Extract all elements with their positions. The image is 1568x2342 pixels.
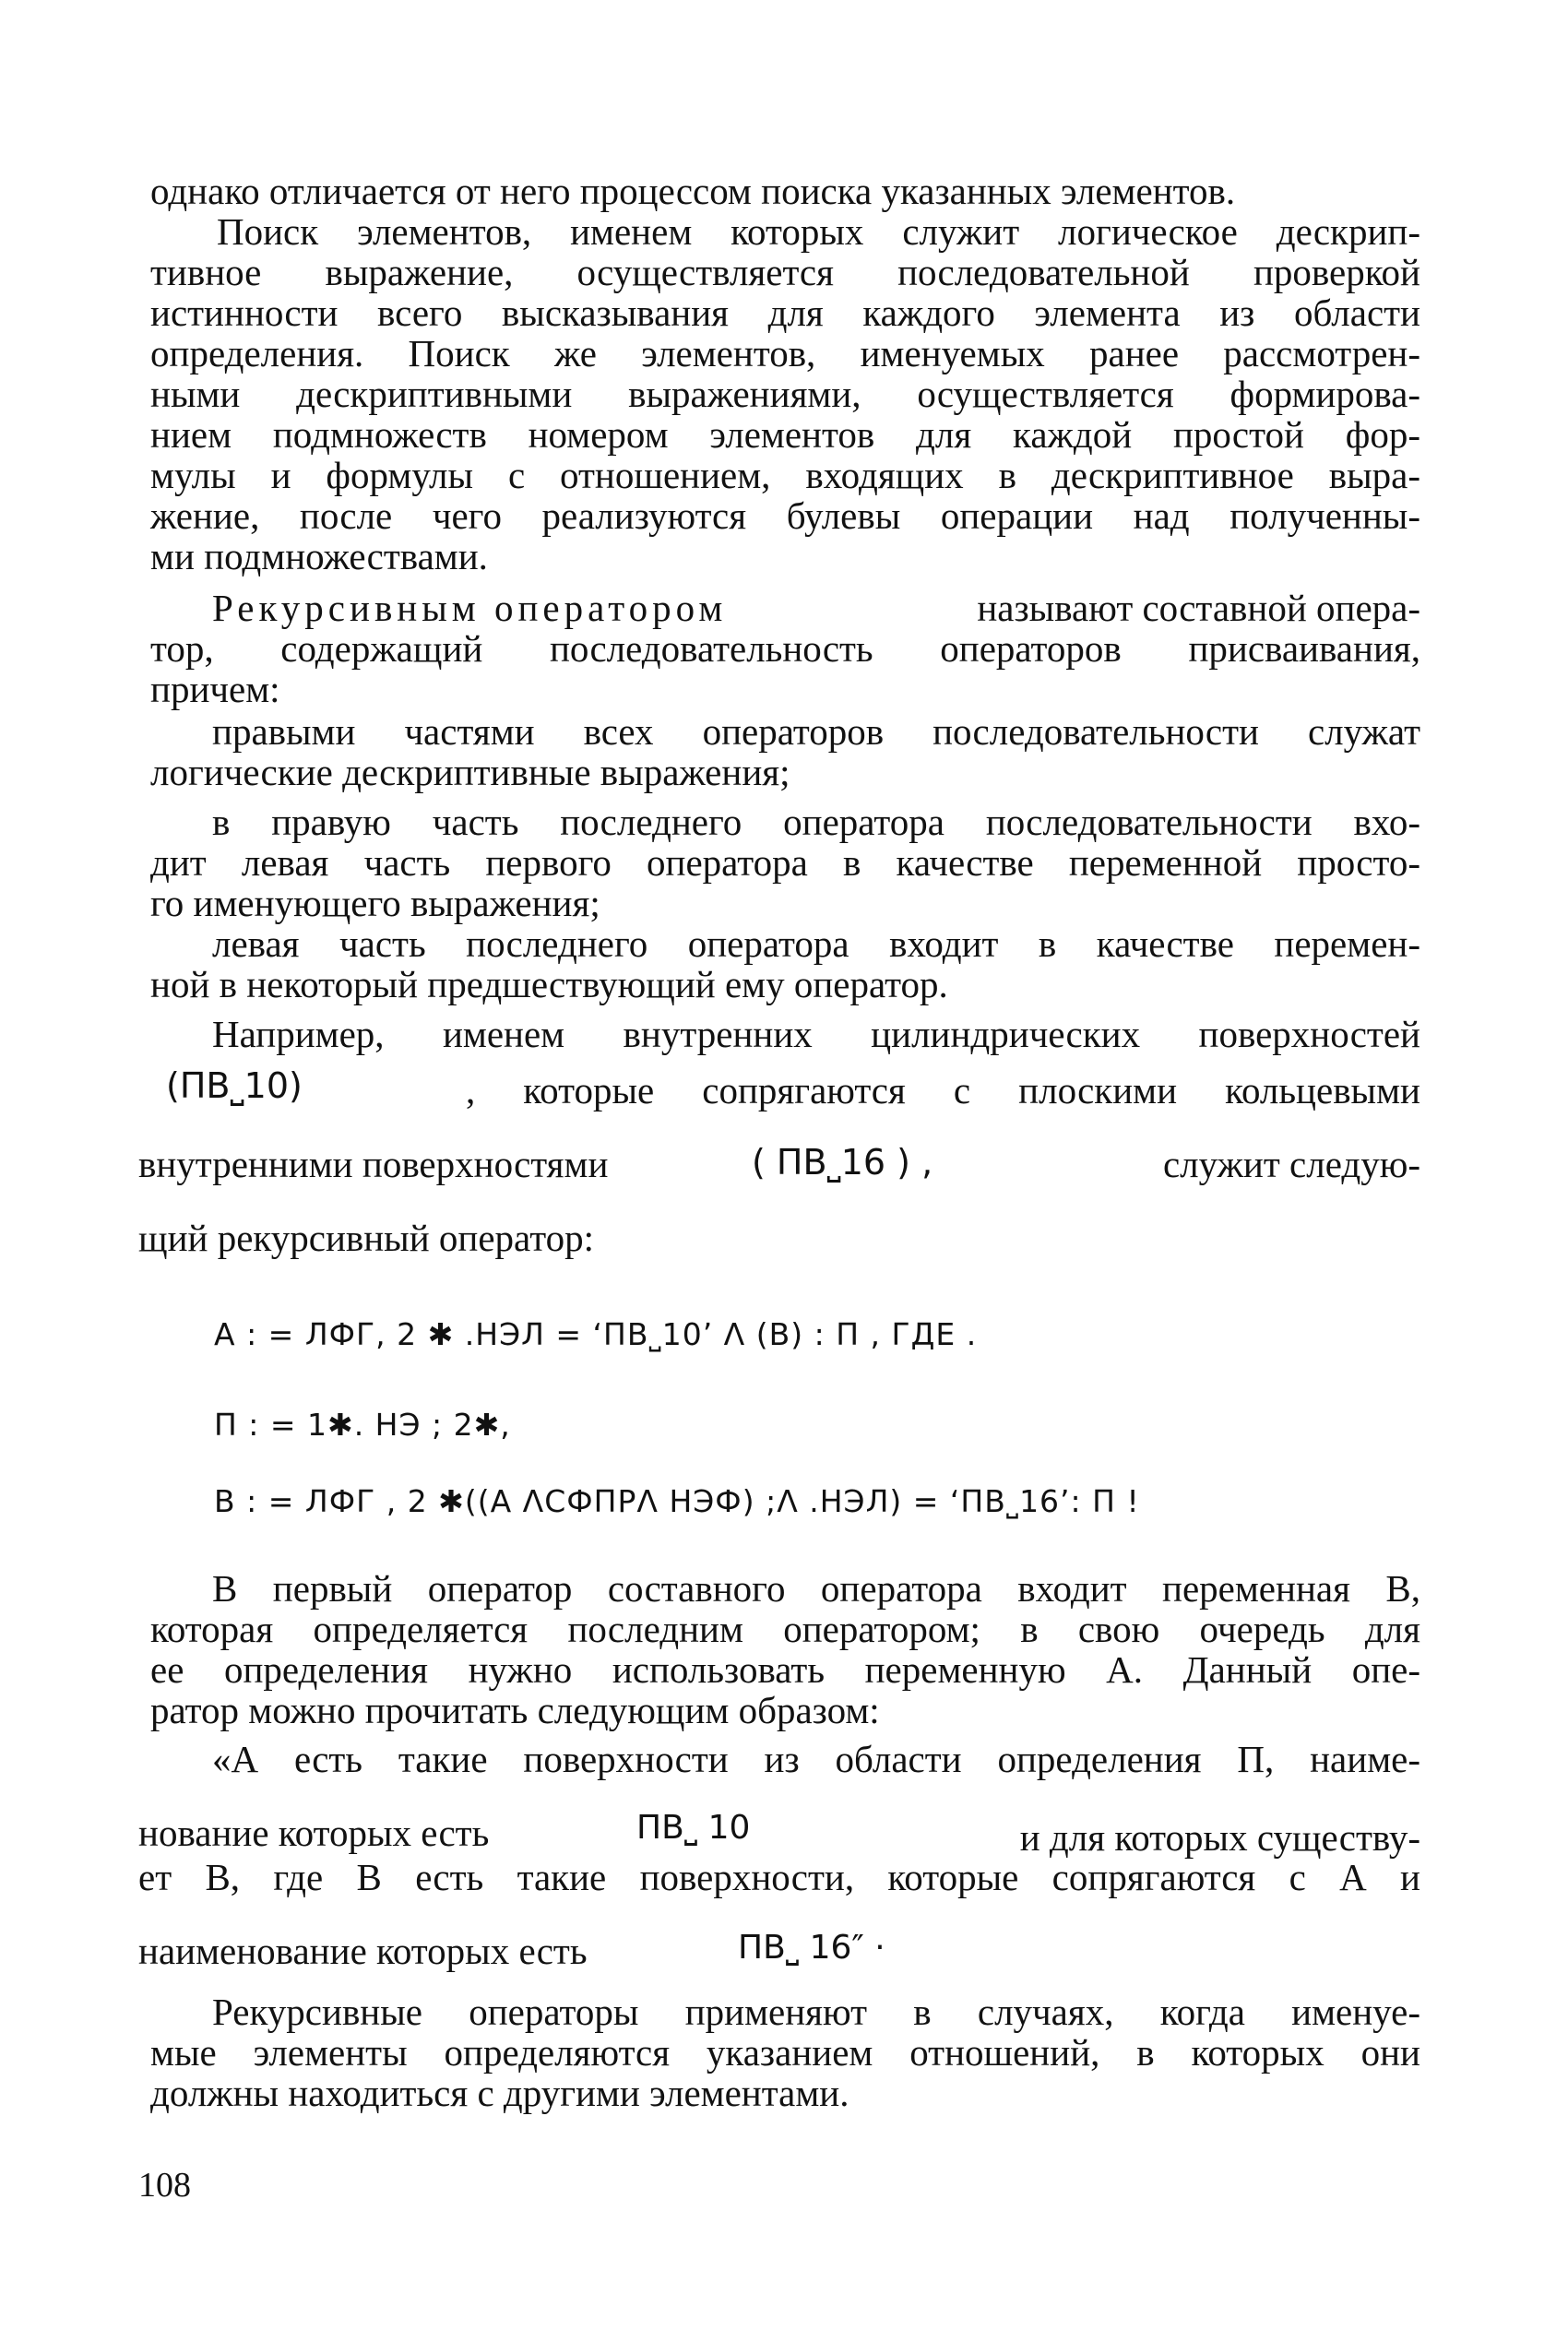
text-line: ными дескриптивными выражениями, осуществляется формирова-: [150, 373, 1420, 415]
text-line: щий рекурсивный оператор:: [138, 1217, 594, 1259]
text-line: нование которых есть: [138, 1812, 490, 1854]
text-line: «А есть такие поверхности из области определения П, наиме-: [212, 1738, 1420, 1780]
text-line: Поиск элементов, именем которых служит логическое дескрип-: [217, 210, 1420, 253]
text-line: ее определения нужно использовать переменную А. Данный опе-: [150, 1648, 1420, 1691]
text-line: го именующего выражения;: [150, 882, 600, 924]
operator-line: В : = ЛФГ , 2 ✱((А ΛСФПРΛ НЭФ) ;Λ .НЭЛ) = ‘ПВ⎵16’: П !: [214, 1483, 1140, 1519]
operator-line: А : = ЛФГ, 2 ✱ .НЭЛ = ‘ПВ⎵10’ Λ (В) : П , ГДЕ .: [214, 1316, 978, 1352]
text-line: внутренними поверхностями: [138, 1143, 609, 1185]
text-line: однако отличается от него процессом поиска указанных элементов.: [150, 170, 1236, 212]
page-number: 108: [138, 2166, 191, 2205]
text-line: и для которых существу-: [1019, 1816, 1420, 1859]
text-line: ет В, где В есть такие поверхности, которые сопрягаются с А и: [138, 1856, 1420, 1898]
text-line: В первый оператор составного оператора входит переменная В,: [212, 1567, 1420, 1610]
text-line: логические дескриптивные выражения;: [150, 751, 790, 793]
text-line: наименование которых есть: [138, 1930, 588, 1972]
code-term: ПВ⎵ 16″ ·: [738, 1929, 885, 1967]
text-line: тивное выражение, осуществляется последовательной проверкой: [150, 251, 1420, 293]
code-term: (ПВ⎵10): [166, 1065, 303, 1106]
text-line: определения. Поиск же элементов, именуемых ранее рассмотрен-: [150, 332, 1420, 374]
spaced-term: Рекурсивным оператором: [212, 587, 728, 629]
text-line: левая часть последнего оператора входит в качестве перемен-: [212, 922, 1420, 965]
text-line: мые элементы определяются указанием отношений, в которых они: [150, 2031, 1420, 2074]
text-line: истинности всего высказывания для каждого элемента из области: [150, 291, 1420, 334]
text-line: дит левая часть первого оператора в качестве переменной просто-: [150, 841, 1420, 884]
text-line: тор, содержащий последовательность операторов присваивания,: [150, 627, 1420, 670]
text-line: ной в некоторый предшествующий ему оператор.: [150, 963, 948, 1005]
text-line: должны находиться с другими элементами.: [150, 2072, 849, 2114]
text-line: Рекурсивные операторы применяют в случаях, когда именуе-: [212, 1991, 1420, 2033]
text-line: , которые сопрягаются с плоскими кольцевыми: [466, 1069, 1420, 1112]
text-line: нием подмножеств номером элементов для каждой простой фор-: [150, 413, 1420, 456]
text-line: служит следую-: [1162, 1143, 1420, 1185]
text-line: ми подмножествами.: [150, 535, 488, 577]
text-fragment: называют составной опера-: [977, 587, 1420, 629]
definition-line: [212, 588, 1420, 628]
text-line: мулы и формулы с отношением, входящих в дескриптивное выра-: [150, 454, 1420, 496]
code-term: ПВ⎵ 10: [636, 1809, 751, 1847]
text-line: причем:: [150, 668, 280, 710]
text-line: жение, после чего реализуются булевы операции над полученны-: [150, 494, 1420, 537]
text-line: в правую часть последнего оператора последовательности вхо-: [212, 801, 1420, 843]
code-term: ( ПВ⎵16 ) ,: [752, 1142, 933, 1183]
text-line: ратор можно прочитать следующим образом:: [150, 1689, 880, 1731]
text-line: правыми частями всех операторов последовательности служат: [212, 710, 1420, 753]
text-line: которая определяется последним оператором; в свою очередь для: [150, 1608, 1420, 1650]
text-line: Например, именем внутренних цилиндрических поверхностей: [212, 1013, 1420, 1055]
operator-line: П : = 1✱. НЭ ; 2✱,: [214, 1407, 511, 1443]
